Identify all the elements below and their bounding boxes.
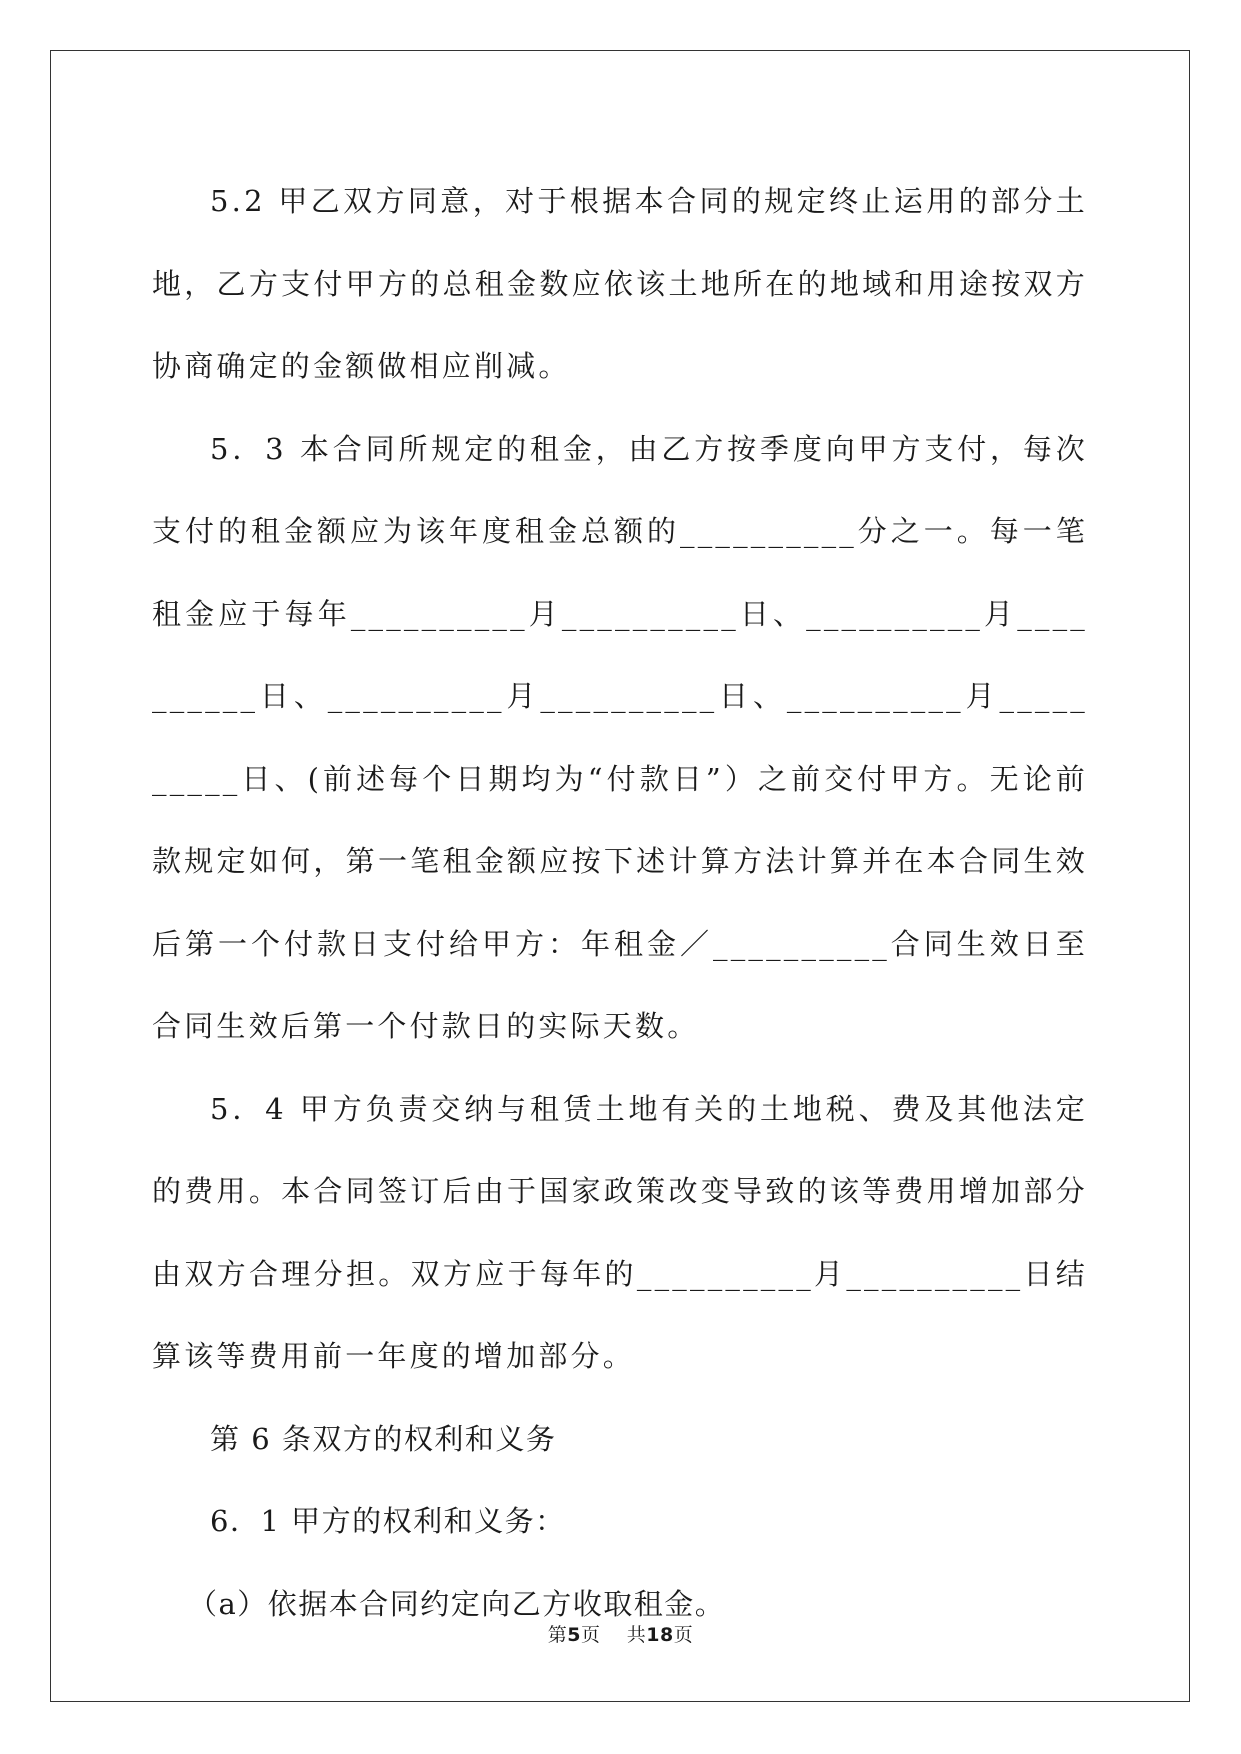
total-pages: 18 (646, 1624, 674, 1646)
paragraph-5-4: 5．4 甲方负责交纳与租赁土地有关的土地税、费及其他法定的费用。本合同签订后由于国家政策改变导致的该等费用增加部分由双方合理分担。双方应于每年的__________月__________日结算该等费用前一年度的增加部分。 (152, 1091, 1088, 1373)
paragraph-5-3: 5．3 本合同所规定的租金，由乙方按季度向甲方支付，每次支付的租金额应为该年度租金总额的__________分之一。每一笔租金应于每年__________月__________日、__________月__________日、__________月__________日、__________月__________日、(前述每个日期均为“付款日”）之前交付甲方。无论前款规定如何，第一笔租金额应按下述计算方法计算并在本合同生效后第一个付款日支付给甲方：年租金／__________合同生效日至合同生效后第一个付款日的实际天数。 (152, 431, 1088, 1043)
article-6-heading: 第 6 条双方的权利和义务 (210, 1421, 557, 1456)
page-footer (0, 1620, 1241, 1647)
item-a: （a）依据本合同约定向乙方收取租金。 (188, 1586, 726, 1621)
paragraph-5-2: 5.2 甲乙双方同意，对于根据本合同的规定终止运用的部分土地，乙方支付甲方的总租金数应依该土地所在的地域和用途按双方协商确定的金额做相应削减。 (152, 184, 1088, 383)
page-prefix: 第 (547, 1624, 568, 1646)
page-suffix: 页 (581, 1624, 601, 1646)
page-number: 5 (567, 1624, 582, 1646)
total-suffix: 页 (673, 1624, 694, 1646)
total-prefix: 共 (626, 1624, 647, 1646)
document-body (152, 160, 1088, 1645)
section-6-1-heading: 6．1 甲方的权利和义务： (210, 1504, 566, 1538)
